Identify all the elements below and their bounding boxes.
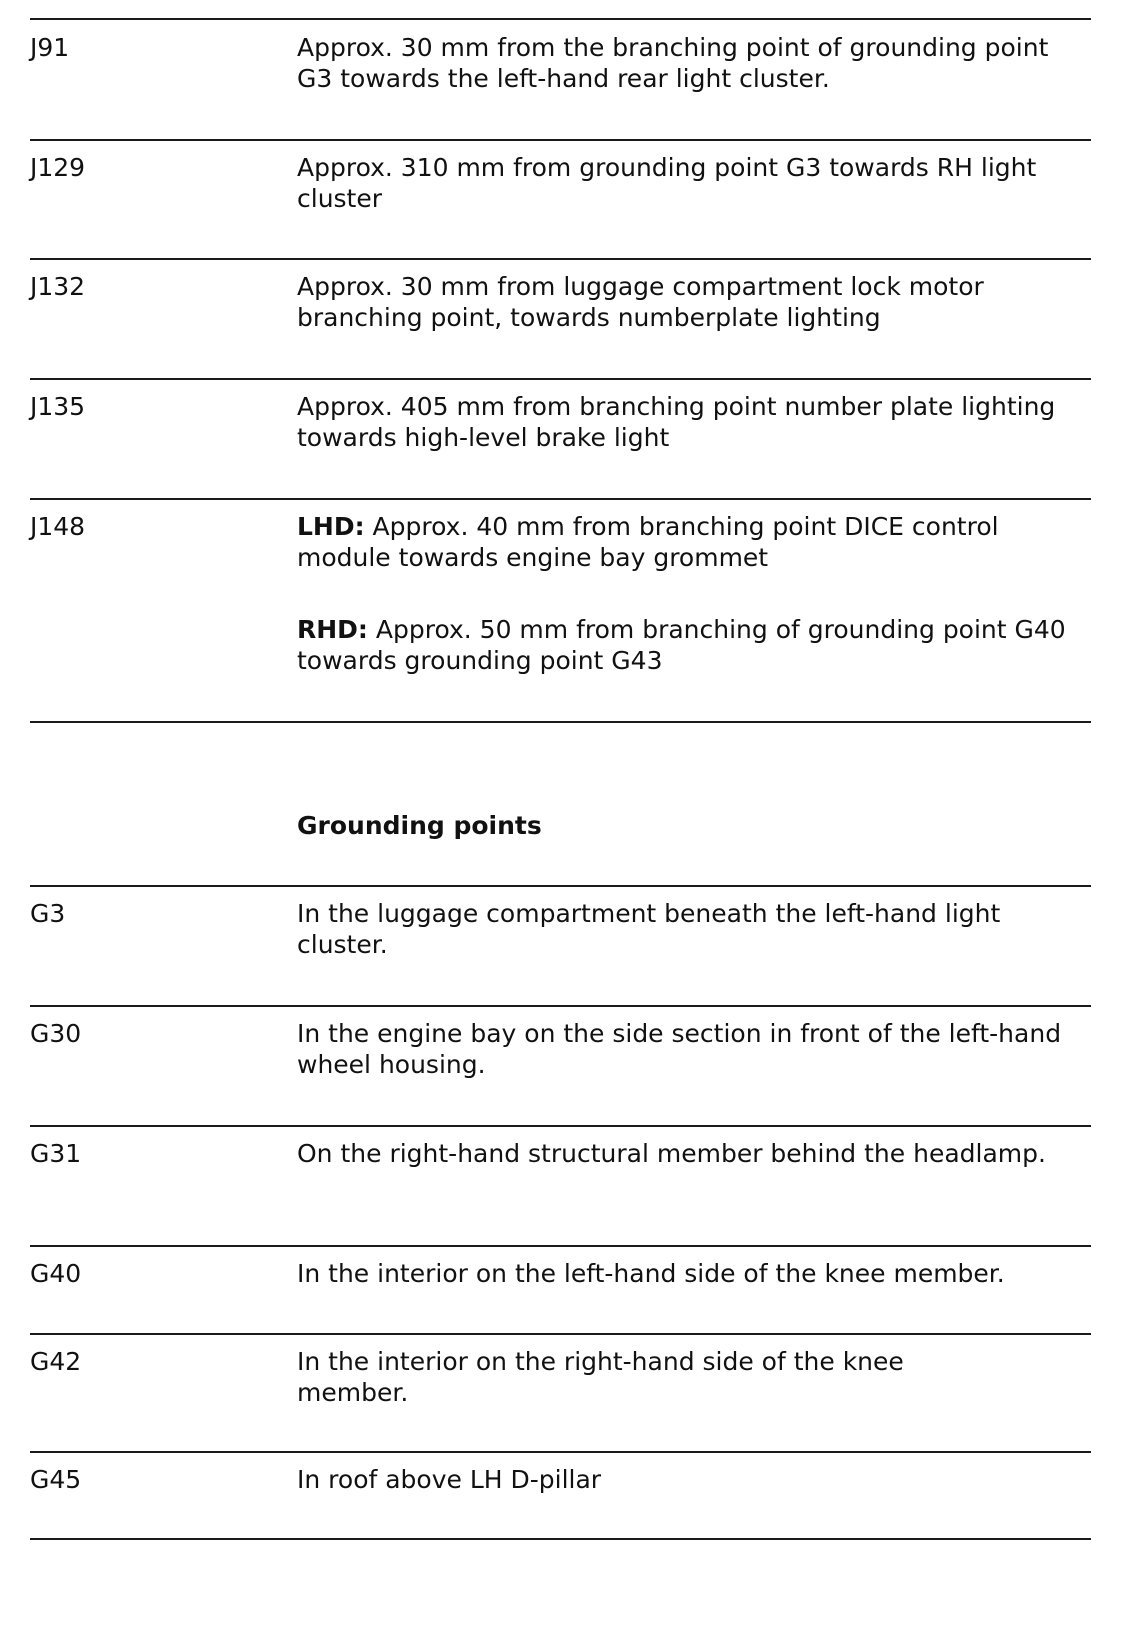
grounding-description: On the right-hand structural member behind the headlamp. [297,1139,1046,1168]
row-divider [30,1451,1091,1453]
row-divider [30,378,1091,380]
grounding-description: In the interior on the right-hand side of the knee member. [297,1347,904,1407]
grounding-code: G42 [30,1347,82,1376]
junction-code: J135 [30,392,86,421]
row-divider [30,1005,1091,1007]
row-divider [30,258,1091,260]
grounding-code: G45 [30,1465,82,1494]
junction-code: J132 [30,272,86,301]
row-divider [30,721,1091,723]
junction-code: J129 [30,153,86,182]
row-divider [30,498,1091,500]
row-divider [30,1125,1091,1127]
junction-description: Approx. 30 mm from luggage compartment lock motor branching point, towards numberplate lighting [297,272,984,332]
rhd-label: RHD: [297,615,368,644]
section-heading: Grounding points [297,811,542,840]
junction-code: J148 [30,512,86,541]
rhd-text: Approx. 50 mm from branching of grounding point G40 towards grounding point G43 [297,615,1066,675]
grounding-code: G31 [30,1139,82,1168]
lhd-text: Approx. 40 mm from branching point DICE control module towards engine bay grommet [297,512,999,572]
grounding-code: G3 [30,899,66,928]
row-divider [30,1538,1091,1540]
grounding-code: G30 [30,1019,82,1048]
row-divider [30,1333,1091,1335]
junction-description: Approx. 310 mm from grounding point G3 towards RH light cluster [297,153,1037,213]
junction-description: Approx. 30 mm from the branching point of grounding point G3 towards the left-hand rear light cluster. [297,33,1049,93]
row-divider [30,139,1091,141]
lhd-note [297,511,1087,573]
row-divider [30,1245,1091,1247]
row-divider [30,18,1091,20]
grounding-description: In the engine bay on the side section in front of the left-hand wheel housing. [297,1019,1062,1079]
grounding-code: G40 [30,1259,82,1288]
grounding-description: In roof above LH D-pillar [297,1465,602,1494]
junction-code: J91 [30,33,70,62]
grounding-description: In the luggage compartment beneath the left-hand light cluster. [297,899,1001,959]
junction-description: Approx. 405 mm from branching point number plate lighting towards high-level brake light [297,392,1056,452]
row-divider [30,885,1091,887]
rhd-note [297,614,1087,676]
lhd-label: LHD: [297,512,365,541]
grounding-description: In the interior on the left-hand side of the knee member. [297,1259,1005,1288]
